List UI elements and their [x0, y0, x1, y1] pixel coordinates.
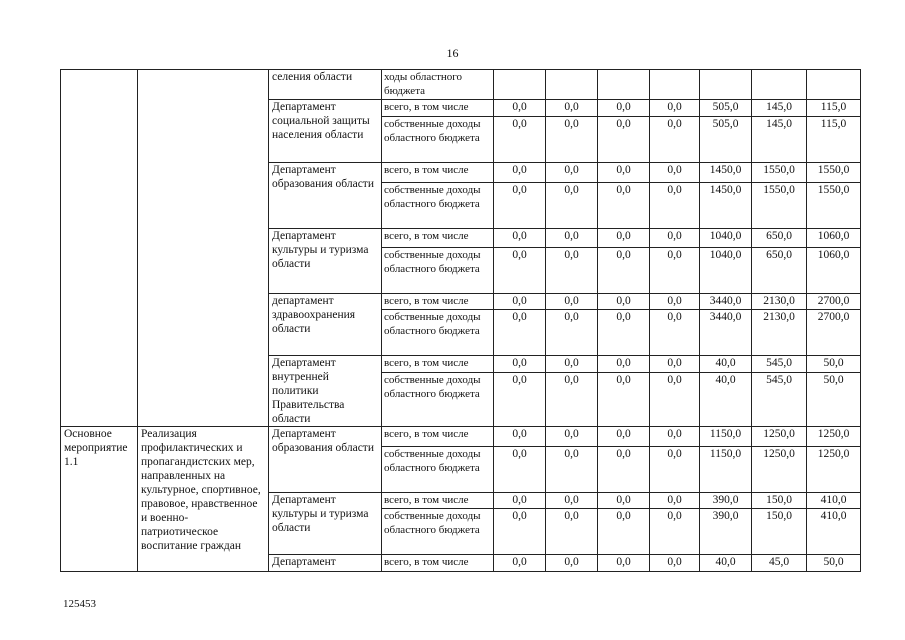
cell-dept: Департамент культуры и туризма области — [269, 493, 382, 555]
table-row: Департамент всего, в том числе 0,0 0,0 0,0 0,0 40,0 45,0 50,0 — [61, 555, 861, 572]
table-row: Департамент культуры и туризма области всего, в том числе 0,0 0,0 0,0 0,0 390,0 150,0 410,0 — [61, 493, 861, 509]
cell-dept: Департамент — [269, 555, 382, 572]
cell-dept: Департамент социальной защиты населения области — [269, 100, 382, 163]
cell-dept: департамент здравоохранения области — [269, 294, 382, 356]
table-row: собственные доходы областного бюджета 0,0 0,0 0,0 0,0 505,0 145,0 115,0 — [61, 117, 861, 163]
cell-dept: селения области — [269, 70, 382, 100]
table-row: собственные доходы областного бюджета 0,0 0,0 0,0 0,0 1040,0 650,0 1060,0 — [61, 248, 861, 294]
table-row: собственные доходы областного бюджета 0,0 0,0 0,0 0,0 3440,0 2130,0 2700,0 — [61, 310, 861, 356]
table-row — [61, 70, 861, 100]
table-row: Департамент культуры и туризма области всего, в том числе 0,0 0,0 0,0 0,0 1040,0 650,0 1060,0 — [61, 229, 861, 248]
cell-blank-label — [61, 70, 138, 427]
table-row: собственные доходы областного бюджета 0,0 0,0 0,0 0,0 390,0 150,0 410,0 — [61, 509, 861, 555]
table-row: Основное мероприятие 1.1 Реализация профилактических и пропагандистских мер, направленных на культурное, спортивное, правовое, нравственное и военно-патриотическое воспитание граждан Департамент образования области всего, в том числе 0,0 0,0 0,0 0,0 1150,0 1250,0 1250,0 — [61, 427, 861, 447]
event-name: Реализация профилактических и пропагандистских мер, направленных на культурное, спортивное, правовое, нравственное и военно-патриотическое воспитание граждан — [138, 427, 269, 572]
budget-table — [60, 69, 861, 572]
table-row: собственные доходы областного бюджета 0,0 0,0 0,0 0,0 1150,0 1250,0 1250,0 — [61, 447, 861, 493]
table-row: собственные доходы областного бюджета 0,0 0,0 0,0 0,0 40,0 545,0 50,0 — [61, 373, 861, 427]
event-label: Основное мероприятие 1.1 — [61, 427, 138, 572]
page-number: 16 — [446, 46, 459, 60]
document-id: 125453 — [63, 598, 96, 610]
cell-source: ходы областного бюджета — [382, 70, 494, 100]
table-row: Департамент образования области всего, в том числе 0,0 0,0 0,0 0,0 1450,0 1550,0 1550,0 — [61, 163, 861, 183]
table-row: департамент здравоохранения области всего, в том числе 0,0 0,0 0,0 0,0 3440,0 2130,0 2700,0 — [61, 294, 861, 310]
cell-dept: Департамент образования области — [269, 427, 382, 493]
cell-dept: Департамент образования области — [269, 163, 382, 229]
table-row: Департамент внутренней политики Правительства области всего, в том числе 0,0 0,0 0,0 0,0 40,0 545,0 50,0 — [61, 356, 861, 373]
cell-dept: Департамент внутренней политики Правительства области — [269, 356, 382, 427]
cell-dept: Департамент культуры и туризма области — [269, 229, 382, 294]
table-row: Департамент социальной защиты населения области всего, в том числе 0,0 0,0 0,0 0,0 505,0 145,0 115,0 — [61, 100, 861, 117]
cell-blank-name — [138, 70, 269, 427]
table-row: собственные доходы областного бюджета 0,0 0,0 0,0 0,0 1450,0 1550,0 1550,0 — [61, 183, 861, 229]
